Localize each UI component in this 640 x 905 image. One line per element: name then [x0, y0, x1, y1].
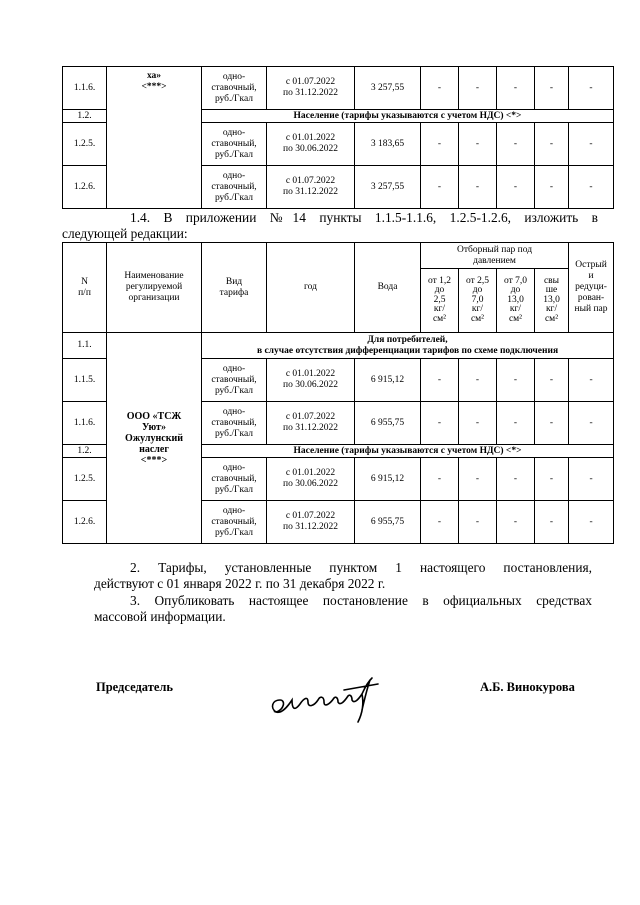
- steam-value: -: [535, 458, 569, 501]
- water-value: 6 915,12: [355, 458, 421, 501]
- water-value: 6 955,75: [355, 402, 421, 445]
- row-number: 1.1.6.: [63, 67, 107, 110]
- tariff-type: одно- ставочный, руб./Гкал: [202, 501, 267, 544]
- header-steam-2: от 2,5 до 7,0 кг/ см²: [459, 269, 497, 333]
- steam-value: -: [459, 501, 497, 544]
- row-number: 1.2.: [63, 445, 107, 458]
- tariff-period: с 01.07.2022 по 31.12.2022: [267, 67, 355, 110]
- tariff-type: одно- ставочный, руб./Гкал: [202, 67, 267, 110]
- handwritten-signature-icon: [262, 670, 392, 730]
- consumers-header: Для потребителей, в случае отсутствия дифференциации тарифов по схеме подключения: [202, 333, 614, 359]
- sharp-steam-value: -: [569, 67, 614, 110]
- organization-name: ха» <***>: [107, 67, 202, 209]
- header-year: год: [267, 243, 355, 333]
- sharp-steam-value: -: [569, 501, 614, 544]
- steam-value: -: [421, 402, 459, 445]
- row-number: 1.1.: [63, 333, 107, 359]
- tariff-period: с 01.01.2022 по 30.06.2022: [267, 458, 355, 501]
- paragraph-1-4-line1: 1.4. В приложении №14 пункты 1.1.5-1.1.6, 1.2.5-1.2.6, изложить в: [130, 210, 598, 225]
- header-steam: Отборный пар под давлением: [421, 243, 569, 269]
- tariff-type: одно- ставочный, руб./Гкал: [202, 402, 267, 445]
- tariff-table-continuation: [62, 66, 614, 209]
- row-number: 1.2.6.: [63, 501, 107, 544]
- row-number: 1.2.: [63, 110, 107, 123]
- paragraph-2-line1: 2. Тарифы, установленные пунктом 1 настоящего постановления,: [130, 560, 592, 575]
- row-number: 1.2.5.: [63, 123, 107, 166]
- water-value: 6 955,75: [355, 501, 421, 544]
- paragraph-2-line2: действуют с 01 января 2022 г. по 31 декабря 2022 г.: [94, 576, 386, 591]
- steam-value: -: [497, 402, 535, 445]
- tariff-type: одно- ставочный, руб./Гкал: [202, 123, 267, 166]
- water-value: 3 257,55: [355, 166, 421, 209]
- steam-value: -: [421, 67, 459, 110]
- steam-value: -: [497, 359, 535, 402]
- row-number: 1.2.6.: [63, 166, 107, 209]
- steam-value: -: [421, 359, 459, 402]
- header-steam-1: от 1,2 до 2,5 кг/ см²: [421, 269, 459, 333]
- tariff-period: с 01.01.2022 по 30.06.2022: [267, 359, 355, 402]
- steam-value: -: [421, 166, 459, 209]
- header-sharp-steam: Острый и редуци- рован- ный пар: [569, 243, 614, 333]
- steam-value: -: [497, 166, 535, 209]
- signature-title: Председатель: [96, 680, 174, 694]
- tariff-period: с 01.07.2022 по 31.12.2022: [267, 501, 355, 544]
- steam-value: -: [459, 67, 497, 110]
- header-steam-4: свы ше 13,0 кг/ см²: [535, 269, 569, 333]
- row-number: 1.2.5.: [63, 458, 107, 501]
- sharp-steam-value: -: [569, 458, 614, 501]
- tariff-type: одно- ставочный, руб./Гкал: [202, 359, 267, 402]
- paragraph-3-line1: 3. Опубликовать настоящее постановление в официальных средствах: [130, 593, 592, 608]
- steam-value: -: [459, 166, 497, 209]
- sharp-steam-value: -: [569, 359, 614, 402]
- steam-value: -: [497, 458, 535, 501]
- steam-value: -: [421, 123, 459, 166]
- water-value: 3 257,55: [355, 67, 421, 110]
- steam-value: -: [535, 359, 569, 402]
- water-value: 6 915,12: [355, 359, 421, 402]
- steam-value: -: [459, 402, 497, 445]
- steam-value: -: [459, 458, 497, 501]
- steam-value: -: [535, 402, 569, 445]
- steam-value: -: [497, 67, 535, 110]
- header-tariff-type: Вид тарифа: [202, 243, 267, 333]
- row-number: 1.1.6.: [63, 402, 107, 445]
- tariff-type: одно- ставочный, руб./Гкал: [202, 458, 267, 501]
- steam-value: -: [535, 166, 569, 209]
- steam-value: -: [421, 501, 459, 544]
- water-value: 3 183,65: [355, 123, 421, 166]
- steam-value: -: [459, 123, 497, 166]
- steam-value: -: [497, 123, 535, 166]
- header-steam-3: от 7,0 до 13,0 кг/ см²: [497, 269, 535, 333]
- sharp-steam-value: -: [569, 166, 614, 209]
- signatory-name: А.Б. Винокурова: [480, 680, 575, 694]
- sharp-steam-value: -: [569, 402, 614, 445]
- steam-value: -: [535, 123, 569, 166]
- paragraph-1-4-line2: следующей редакции:: [62, 226, 188, 241]
- steam-value: -: [421, 458, 459, 501]
- paragraph-3-line2: массовой информации.: [94, 609, 226, 624]
- tariff-period: с 01.07.2022 по 31.12.2022: [267, 166, 355, 209]
- tariff-type: одно- ставочный, руб./Гкал: [202, 166, 267, 209]
- tariff-period: с 01.07.2022 по 31.12.2022: [267, 402, 355, 445]
- header-number: N п/п: [63, 243, 107, 333]
- row-number: 1.1.5.: [63, 359, 107, 402]
- tariff-table-appendix-14: [62, 242, 614, 544]
- header-organization: Наименование регулируемой организации: [107, 243, 202, 333]
- organization-name: ООО «ТСЖ Уют» Ожулунский наслег <***>: [107, 333, 202, 544]
- header-water: Вода: [355, 243, 421, 333]
- tariff-period: с 01.01.2022 по 30.06.2022: [267, 123, 355, 166]
- population-header: Население (тарифы указываются с учетом НДС) <*>: [202, 110, 614, 123]
- steam-value: -: [459, 359, 497, 402]
- population-header: Население (тарифы указываются с учетом НДС) <*>: [202, 445, 614, 458]
- steam-value: -: [535, 501, 569, 544]
- sharp-steam-value: -: [569, 123, 614, 166]
- steam-value: -: [535, 67, 569, 110]
- steam-value: -: [497, 501, 535, 544]
